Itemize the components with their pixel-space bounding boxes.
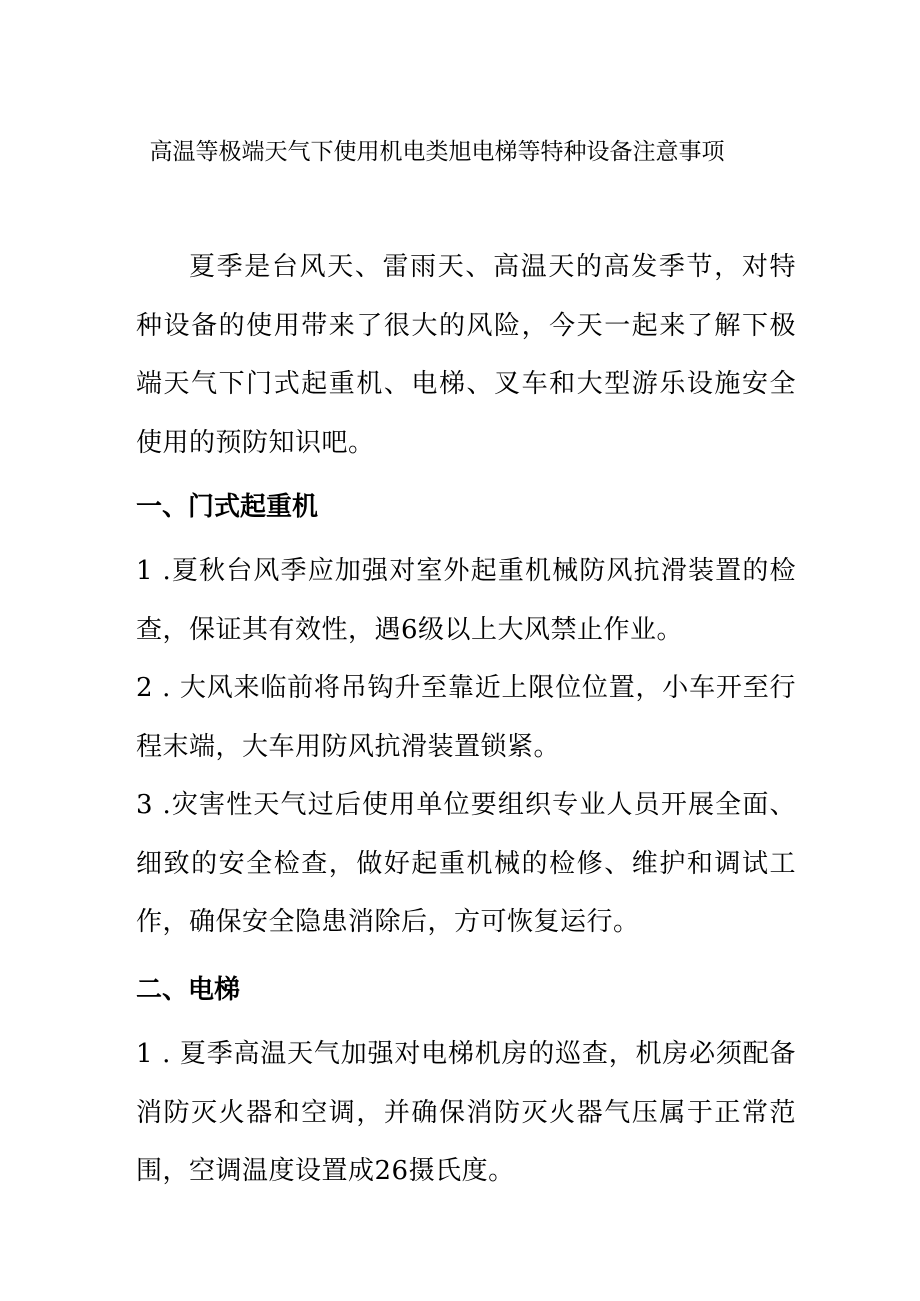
crane-item-2: 2 . 大风来临前将吊钩升至靠近上限位位置，小车开至行程末端，大车用防风抗滑装置锁紧。 [136,673,796,762]
section-heading-elevator: 二、电梯 [136,975,241,1005]
crane-item-1: 1 .夏秋台风季应加强对室外起重机械防风抗滑装置的检查，保证其有效性，遇6级以上大风禁止作业。 [136,556,796,645]
crane-item-3: 3 .灾害性天气过后使用单位要组织专业人员开展全面、细致的安全检查，做好起重机械的检修、维护和调试工作，确保安全隐患消除后，方可恢复运行。 [136,790,796,937]
document-title: 高温等极端天气下使用机电类旭电梯等特种设备注意事项 [149,139,725,165]
section-heading-gantry-crane: 一、门式起重机 [136,492,319,522]
intro-paragraph: 夏季是台风天、雷雨天、高温天的高发季节，对特种设备的使用带来了很大的风险，今天一起来了解下极端天气下门式起重机、电梯、叉车和大型游乐设施安全使用的预防知识吧。 [136,252,796,458]
elevator-item-1: 1 . 夏季高温天气加强对电梯机房的巡查，机房必须配备消防灭火器和空调，并确保消防灭火器气压属于正常范围，空调温度设置成26摄氏度。 [136,1039,796,1186]
